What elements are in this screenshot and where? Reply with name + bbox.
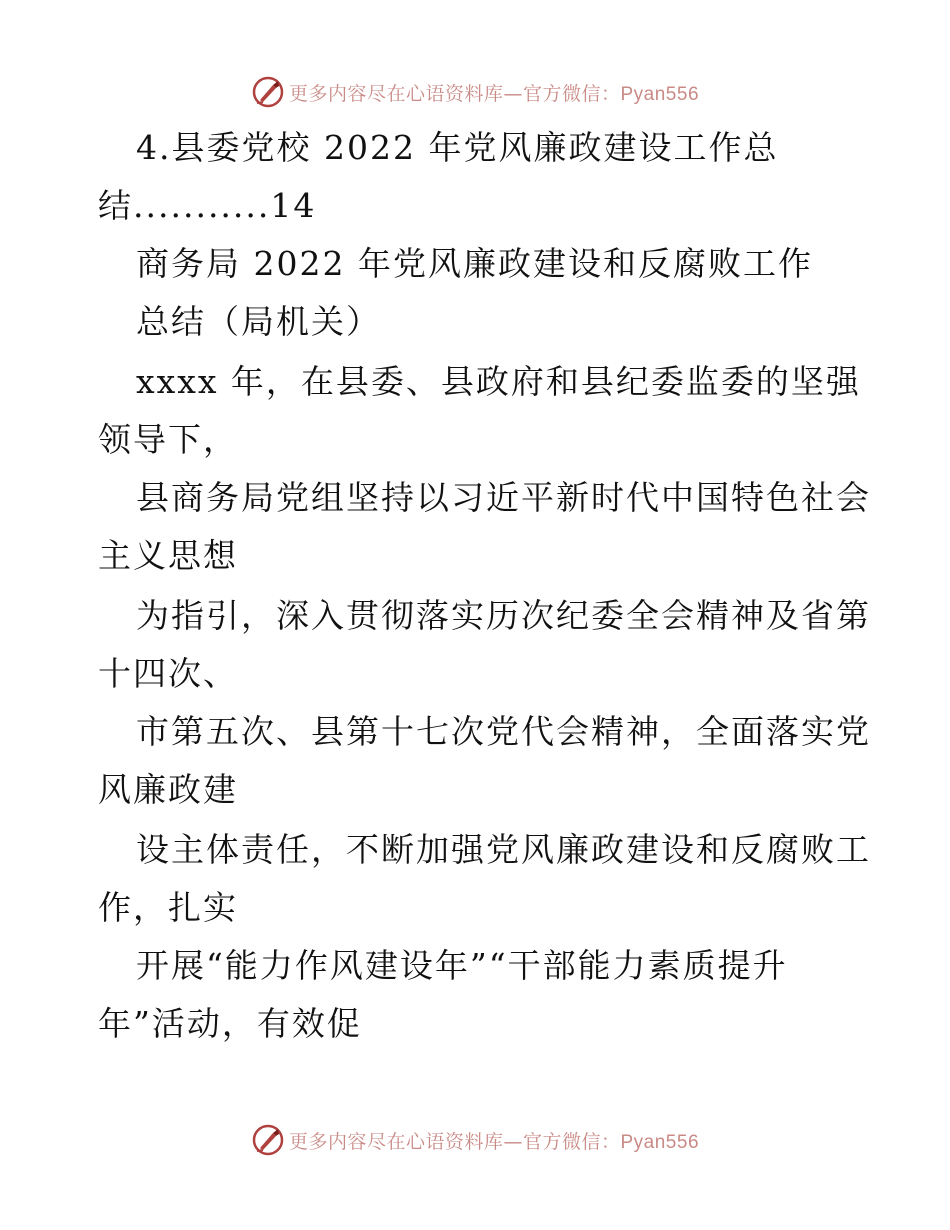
doc-line-5: xxxx 年，在县委、县政府和县纪委监委的坚强 — [136, 362, 861, 401]
watermark-wechat-id: Pyan556 — [620, 1131, 700, 1153]
watermark-header — [0, 72, 950, 112]
doc-line-4: 总结（局机关） — [136, 302, 381, 341]
doc-line-9: 为指引，深入贯彻落实历次纪委全会精神及省第 — [136, 596, 871, 635]
doc-line-1: 4.县委党校 2022 年党风廉政建设工作总 — [136, 128, 779, 167]
doc-line-11: 市第五次、县第十七次党代会精神，全面落实党 — [136, 712, 871, 751]
doc-line-14: 作，扎实 — [98, 888, 238, 927]
doc-line-2: 结...........14 — [98, 186, 317, 225]
doc-line-6: 领导下， — [98, 420, 238, 459]
doc-line-15: 开展“能力作风建设年”“干部能力素质提升 — [136, 946, 788, 985]
doc-line-3: 商务局 2022 年党风廉政建设和反腐败工作 — [136, 244, 813, 283]
watermark-label — [289, 1127, 699, 1154]
doc-line-8: 主义思想 — [98, 536, 238, 575]
watermark-text: 更多内容尽在心语资料库—官方微信： — [288, 82, 621, 105]
doc-line-13: 设主体责任，不断加强党风廉政建设和反腐败工 — [136, 830, 871, 869]
doc-line-10: 十四次、 — [98, 654, 238, 693]
doc-line-16: 年”活动，有效促 — [98, 1004, 362, 1043]
watermark-footer — [0, 1120, 950, 1160]
watermark-text: 更多内容尽在心语资料库—官方微信： — [288, 1130, 621, 1153]
quill-logo-icon — [251, 1123, 285, 1157]
watermark-label — [289, 79, 699, 106]
doc-line-12: 风廉政建 — [98, 770, 238, 809]
quill-logo-icon — [251, 75, 285, 109]
doc-line-7: 县商务局党组坚持以习近平新时代中国特色社会 — [136, 478, 871, 517]
watermark-wechat-id: Pyan556 — [620, 83, 700, 105]
